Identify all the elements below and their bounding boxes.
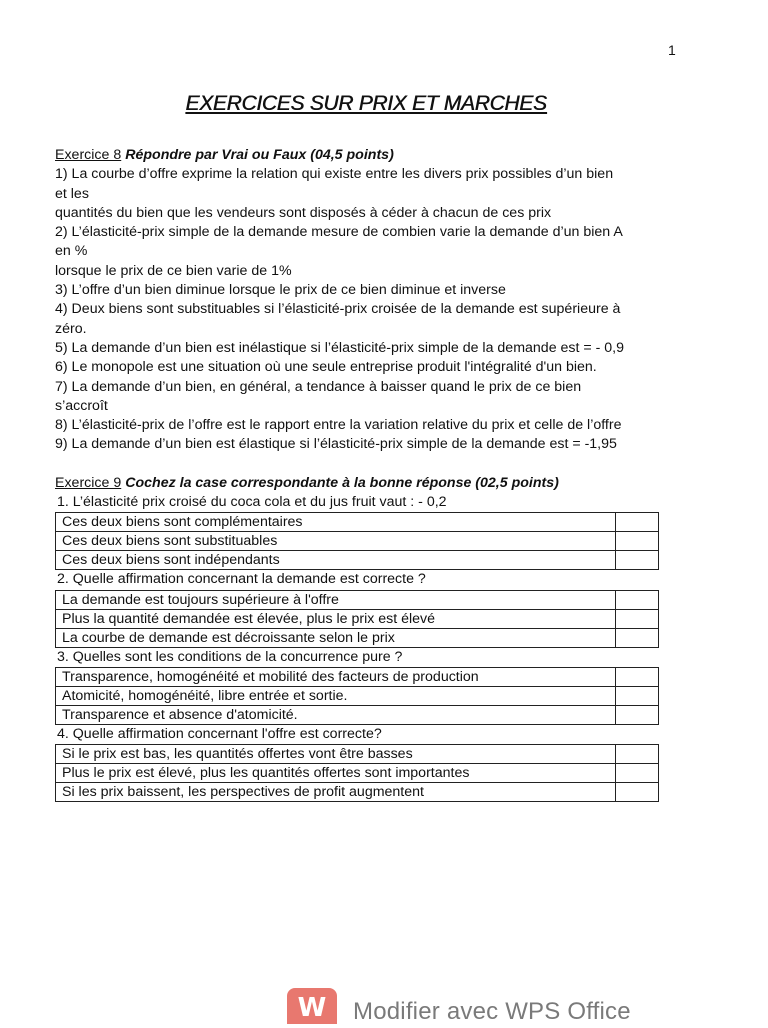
answer-checkbox[interactable]	[616, 532, 659, 551]
answer-row	[56, 705, 659, 724]
question-text: 3. Quelles sont les conditions de la concurrence pure ?	[57, 648, 403, 665]
answer-checkbox[interactable]	[616, 628, 659, 647]
exercise-8-line: en %	[55, 243, 88, 260]
exercise-8-line: et les	[55, 185, 89, 202]
exercise-8-line: 2) L’élasticité-prix simple de la demande mesure de combien varie la demande d’un bien A	[55, 224, 623, 241]
answer-checkbox[interactable]	[616, 686, 659, 705]
answer-checkbox[interactable]	[616, 745, 659, 764]
answer-table	[55, 667, 659, 725]
answer-option: Si le prix est bas, les quantités offertes vont être basses	[56, 745, 616, 764]
exercise-8-line: 4) Deux biens sont substituables si l’élasticité-prix croisée de la demande est supérieure à	[55, 301, 621, 318]
answer-row	[56, 628, 659, 647]
answer-option: La courbe de demande est décroissante selon le prix	[56, 628, 616, 647]
answer-option: Si les prix baissent, les perspectives de profit augmentent	[56, 783, 616, 802]
answer-option: Ces deux biens sont complémentaires	[56, 513, 616, 532]
answer-row	[56, 783, 659, 802]
exercise-9-label: Exercice 9	[55, 474, 122, 491]
answer-row	[56, 609, 659, 628]
answer-checkbox[interactable]	[616, 764, 659, 783]
wps-watermark-text: Modifier avec WPS Office	[353, 998, 631, 1025]
answer-checkbox[interactable]	[616, 783, 659, 802]
exercise-8-line: 9) La demande d’un bien est élastique si l’élasticité-prix simple de la demande est = -1,95	[55, 436, 617, 453]
answer-table	[55, 744, 659, 802]
exercise-8-line: s’accroît	[55, 397, 108, 414]
exercise-9-instruction: Cochez la case correspondante à la bonne réponse (02,5 points)	[125, 474, 559, 491]
exercise-8-instruction: Répondre par Vrai ou Faux (04,5 points)	[125, 147, 394, 163]
question-text: 1. L’élasticité prix croisé du coca cola et du jus fruit vaut : - 0,2	[57, 494, 447, 511]
exercise-8-line: 5) La demande d’un bien est inélastique si l’élasticité-prix simple de la demande est = - 0,9	[55, 339, 625, 356]
exercise-8-heading	[55, 146, 677, 165]
answer-row	[56, 532, 659, 551]
answer-row	[56, 551, 659, 570]
answer-checkbox[interactable]	[616, 667, 659, 686]
answer-option: Ces deux biens sont indépendants	[56, 551, 616, 570]
exercise-8-line: 1) La courbe d’offre exprime la relation qui existe entre les divers prix possibles d’un bien	[55, 166, 614, 183]
answer-table	[55, 512, 659, 570]
answer-checkbox[interactable]	[616, 551, 659, 570]
answer-option: La demande est toujours supérieure à l'offre	[56, 590, 616, 609]
answer-option: Plus le prix est élevé, plus les quantités offertes sont importantes	[56, 764, 616, 783]
section-spacer	[55, 455, 677, 474]
document-body	[55, 146, 677, 802]
page-title: EXERCICES SUR PRIX ET MARCHES	[185, 92, 547, 115]
answer-row	[56, 590, 659, 609]
answer-checkbox[interactable]	[616, 609, 659, 628]
wps-logo-icon: W	[287, 988, 337, 1024]
exercise-8-line: 3) L’offre d’un bien diminue lorsque le prix de ce bien diminue et inverse	[55, 282, 506, 299]
exercise-8-line: 6) Le monopole est une situation où une seule entreprise produit l'intégralité d'un bien.	[55, 359, 597, 376]
answer-option: Transparence et absence d'atomicité.	[56, 705, 616, 724]
answer-table	[55, 590, 659, 648]
answer-option: Plus la quantité demandée est élevée, plus le prix est élevé	[56, 609, 616, 628]
exercise-8-line: lorsque le prix de ce bien varie de 1%	[55, 262, 292, 279]
exercise-8-line: 8) L’élasticité-prix de l’offre est le rapport entre la variation relative du prix et celle de l’offre	[55, 417, 622, 434]
exercise-9-heading	[55, 474, 677, 493]
question-text: 4. Quelle affirmation concernant l'offre est correcte?	[57, 725, 382, 742]
answer-row	[56, 745, 659, 764]
answer-option: Atomicité, homogénéité, libre entrée et sortie.	[56, 686, 616, 705]
answer-checkbox[interactable]	[616, 590, 659, 609]
answer-checkbox[interactable]	[616, 513, 659, 532]
answer-row	[56, 764, 659, 783]
answer-row	[56, 513, 659, 532]
page-number: 1	[668, 42, 676, 58]
question-text: 2. Quelle affirmation concernant la demande est correcte ?	[57, 571, 426, 588]
wps-watermark[interactable]	[287, 988, 631, 1026]
exercise-8-line: quantités du bien que les vendeurs sont disposés à céder à chacun de ces prix	[55, 204, 552, 221]
exercise-8-line: 7) La demande d’un bien, en général, a tendance à baisser quand le prix de ce bien	[55, 378, 582, 395]
answer-option: Transparence, homogénéité et mobilité des facteurs de production	[56, 667, 616, 686]
exercise-8-label: Exercice 8	[55, 147, 122, 163]
exercise-8-line: zéro.	[55, 320, 87, 337]
answer-option: Ces deux biens sont substituables	[56, 532, 616, 551]
answer-row	[56, 686, 659, 705]
answer-row	[56, 667, 659, 686]
answer-checkbox[interactable]	[616, 705, 659, 724]
